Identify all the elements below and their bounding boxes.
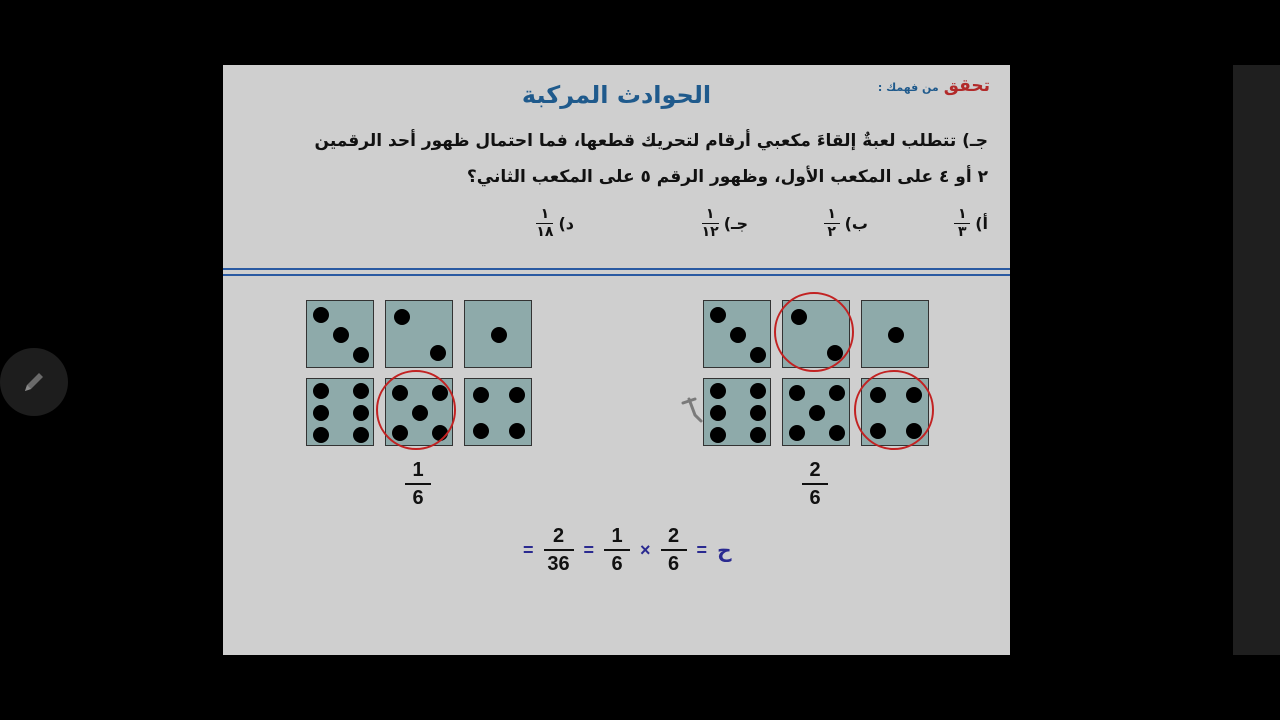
die-face [306,378,374,446]
pen-scribble [681,395,711,425]
die-pip [473,423,489,439]
side-panel [1233,65,1280,655]
die-pip [509,387,525,403]
die-pip [394,309,410,325]
fraction-first: $\frac{2}{6}$ [661,525,687,575]
die-pip [353,347,369,363]
probability-symbol: ح [717,538,732,562]
die-face [464,378,532,446]
die-face [703,300,771,368]
die-pip [710,405,726,421]
option-d[interactable] [536,207,574,240]
die-pip [809,405,825,421]
die-pip [829,385,845,401]
annotate-pen-button[interactable] [0,348,68,416]
option-label: أ) [975,214,988,233]
die-face [306,300,374,368]
result-fraction: $\frac{2}{36}$ [544,525,574,575]
section-divider [223,268,1010,276]
die-pip [710,427,726,443]
lesson-slide [223,65,1010,655]
brand-main-text: تحقق [943,76,990,96]
die-face [782,378,850,446]
option-c[interactable] [702,207,748,240]
option-label: د) [558,214,574,233]
die-pip [750,405,766,421]
option-b[interactable] [824,207,868,240]
die-pip [353,383,369,399]
die-pip [509,423,525,439]
option-fraction: ١ ٣ [954,207,970,240]
die-pip [491,327,507,343]
die-face [861,300,929,368]
option-label: ب) [844,214,868,233]
die-pip [473,387,489,403]
equals-sign: = [583,539,595,560]
question-line-2: ٢ أو ٤ على المكعب الأول، وظهور الرقم ٥ على المكعب الثاني؟ [466,167,988,187]
die-pip [789,385,805,401]
die-pip [353,427,369,443]
die-face [703,378,771,446]
die-pip [750,427,766,443]
die-pip [353,405,369,421]
die-face [385,300,453,368]
question-line-1: جـ) تتطلب لعبةٌ إلقاءَ مكعبي أرقام لتحريك قطعها، فما احتمال ظهور أحد الرقمين [314,131,988,151]
die-pip [730,327,746,343]
die-pip [888,327,904,343]
option-a[interactable] [954,207,988,240]
highlight-circle [854,370,934,450]
equals-sign: = [523,539,534,560]
die-pip [313,383,329,399]
die-pip [313,307,329,323]
die-pip [313,405,329,421]
left-fraction: 1 6 [405,459,431,509]
fraction-second: $\frac{1}{6}$ [604,525,630,575]
die-face [464,300,532,368]
equals-sign: = [696,539,708,560]
die-pip [430,345,446,361]
die-pip [333,327,349,343]
option-label: جـ) [723,214,748,233]
page-title: الحوادث المركبة [521,81,712,109]
highlight-circle [774,292,854,372]
die-pip [829,425,845,441]
option-fraction: ١ ١٢ [701,206,719,240]
die-pip [710,307,726,323]
die-pip [710,383,726,399]
option-fraction: ١ ٢ [824,207,840,240]
die-pip [750,347,766,363]
die-pip [789,425,805,441]
option-fraction: ١ ١٨ [536,206,554,240]
highlight-circle [376,370,456,450]
die-pip [313,427,329,443]
probability-equation [523,525,731,575]
pencil-icon [17,365,51,399]
brand-sub-text: من فهمك : [877,81,939,94]
die-pip [750,383,766,399]
right-fraction: 2 6 [802,459,828,509]
times-sign: × [640,539,651,560]
